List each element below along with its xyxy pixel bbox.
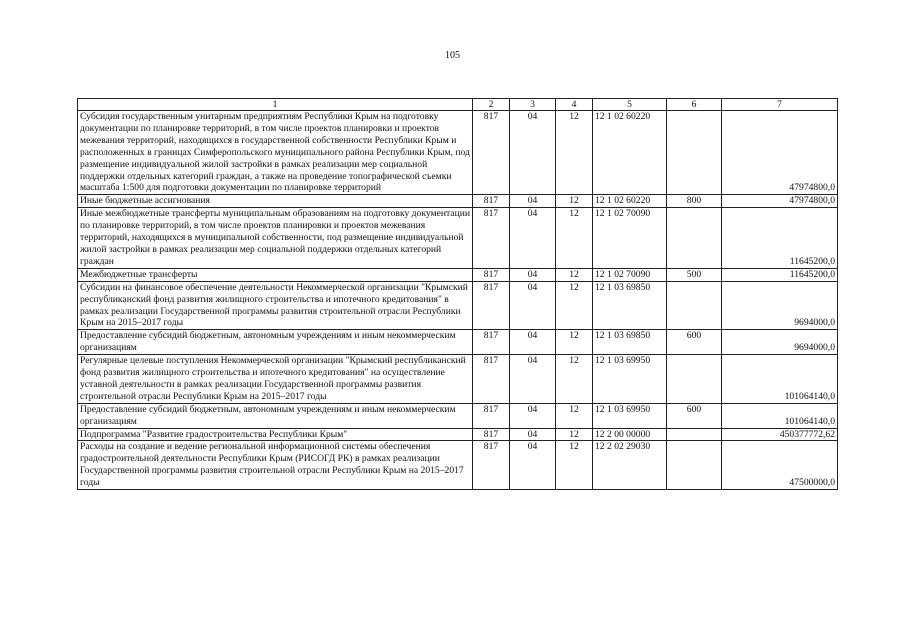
row-subsection: 12 [556, 441, 593, 490]
row-amount: 47974800,0 [722, 195, 838, 208]
row-target: 12 2 00 00000 [593, 428, 667, 441]
row-amount: 450377772,62 [722, 428, 838, 441]
row-ministry: 817 [473, 111, 510, 195]
row-name: Иные межбюджетные трансферты муниципальным образованиям на подготовку документации по планировке территорий, в том числе проектов планировки и проектов межевания территорий, находящихся в муниципальной собственности, под размещение индивидуальной жилой застройки в рамках реализации мер социальной поддержки отдельных категорий граждан [78, 208, 473, 269]
row-expense: 800 [667, 195, 722, 208]
row-name: Подпрограмма "Развитие градостроительства Республики Крым" [78, 428, 473, 441]
row-subsection: 12 [556, 355, 593, 404]
row-ministry: 817 [473, 281, 510, 330]
row-section: 04 [510, 208, 556, 269]
row-target: 12 1 03 69950 [593, 403, 667, 428]
row-amount: 9694000,0 [722, 281, 838, 330]
table-row [78, 428, 838, 441]
row-subsection: 12 [556, 403, 593, 428]
row-expense: 500 [667, 268, 722, 281]
table-row [78, 330, 838, 355]
row-name: Иные бюджетные ассигнования [78, 195, 473, 208]
row-amount: 47974800,0 [722, 111, 838, 195]
table-row [78, 195, 838, 208]
row-name: Субсидия государственным унитарным предприятиям Республики Крым на подготовку документации по планировке территорий, в том числе проектов планировки и проектов межевания территорий, находящихся в государственной собственности Республики Крым и расположенных в границах Симферопольского муниципального района Республики Крым, под размещение индивидуальной жилой застройки в рамках реализации мер социальной поддержки отдельных категорий граждан, а также на проведение топографической съемки масштаба 1:500 для подготовки документации по планировке территорий [78, 111, 473, 195]
row-subsection: 12 [556, 208, 593, 269]
row-expense [667, 355, 722, 404]
row-subsection: 12 [556, 111, 593, 195]
row-section: 04 [510, 195, 556, 208]
page-number: 105 [445, 50, 460, 61]
row-ministry: 817 [473, 268, 510, 281]
row-subsection: 12 [556, 428, 593, 441]
column-header: 2 [473, 99, 510, 111]
column-header: 3 [510, 99, 556, 111]
row-subsection: 12 [556, 330, 593, 355]
row-amount: 11645200,0 [722, 208, 838, 269]
row-name: Межбюджетные трансферты [78, 268, 473, 281]
row-amount: 9694000,0 [722, 330, 838, 355]
row-expense [667, 281, 722, 330]
row-target: 12 1 02 70090 [593, 208, 667, 269]
row-target: 12 1 03 69850 [593, 281, 667, 330]
row-amount: 101064140,0 [722, 403, 838, 428]
row-amount: 101064140,0 [722, 355, 838, 404]
table-row [78, 403, 838, 428]
row-name: Расходы на создание и ведение региональной информационной системы обеспечения градостроительной деятельности Республики Крым (РИСОГД РК) в рамках реализации Государственной программы развития строительной отрасли Республики Крым на 2015–2017 годы [78, 441, 473, 490]
row-target: 12 2 02 29030 [593, 441, 667, 490]
table-row [78, 111, 838, 195]
row-target: 12 1 02 60220 [593, 195, 667, 208]
row-expense [667, 111, 722, 195]
row-section: 04 [510, 441, 556, 490]
row-subsection: 12 [556, 195, 593, 208]
row-target: 12 1 03 69850 [593, 330, 667, 355]
column-header: 7 [722, 99, 838, 111]
row-name: Предоставление субсидий бюджетным, автономным учреждениям и иным некоммерческим организациям [78, 330, 473, 355]
row-name: Субсидии на финансовое обеспечение деятельности Некоммерческой организации "Крымский республиканский фонд развития жилищного строительства и ипотечного кредитования" в рамках реализации Государственной программы развития строительной отрасли Республики Крым на 2015–2017 годы [78, 281, 473, 330]
row-amount: 47500000,0 [722, 441, 838, 490]
row-expense: 600 [667, 330, 722, 355]
table-row [78, 355, 838, 404]
row-expense: 600 [667, 403, 722, 428]
row-target: 12 1 02 60220 [593, 111, 667, 195]
row-name: Регулярные целевые поступления Некоммерческой организации "Крымский республиканский фонд развития жилищного строительства и ипотечного кредитования" на осуществление уставной деятельности в рамках реализации Государственной программы развития строительной отрасли Республики Крым на 2015–2017 годы [78, 355, 473, 404]
row-target: 12 1 02 70090 [593, 268, 667, 281]
row-amount: 11645200,0 [722, 268, 838, 281]
row-section: 04 [510, 330, 556, 355]
row-section: 04 [510, 268, 556, 281]
row-subsection: 12 [556, 281, 593, 330]
row-subsection: 12 [556, 268, 593, 281]
row-expense [667, 208, 722, 269]
row-ministry: 817 [473, 195, 510, 208]
row-section: 04 [510, 355, 556, 404]
row-ministry: 817 [473, 441, 510, 490]
row-expense [667, 428, 722, 441]
row-ministry: 817 [473, 428, 510, 441]
table-row [78, 281, 838, 330]
column-header: 1 [78, 99, 473, 111]
row-ministry: 817 [473, 403, 510, 428]
row-section: 04 [510, 281, 556, 330]
budget-table [77, 98, 838, 490]
row-target: 12 1 03 69950 [593, 355, 667, 404]
row-section: 04 [510, 111, 556, 195]
table-header-row [78, 99, 838, 111]
table-row [78, 441, 838, 490]
column-header: 4 [556, 99, 593, 111]
table-row [78, 268, 838, 281]
row-name: Предоставление субсидий бюджетным, автономным учреждениям и иным некоммерческим организациям [78, 403, 473, 428]
row-section: 04 [510, 428, 556, 441]
row-ministry: 817 [473, 208, 510, 269]
row-expense [667, 441, 722, 490]
column-header: 6 [667, 99, 722, 111]
row-section: 04 [510, 403, 556, 428]
table-row [78, 208, 838, 269]
column-header: 5 [593, 99, 667, 111]
row-ministry: 817 [473, 330, 510, 355]
row-ministry: 817 [473, 355, 510, 404]
